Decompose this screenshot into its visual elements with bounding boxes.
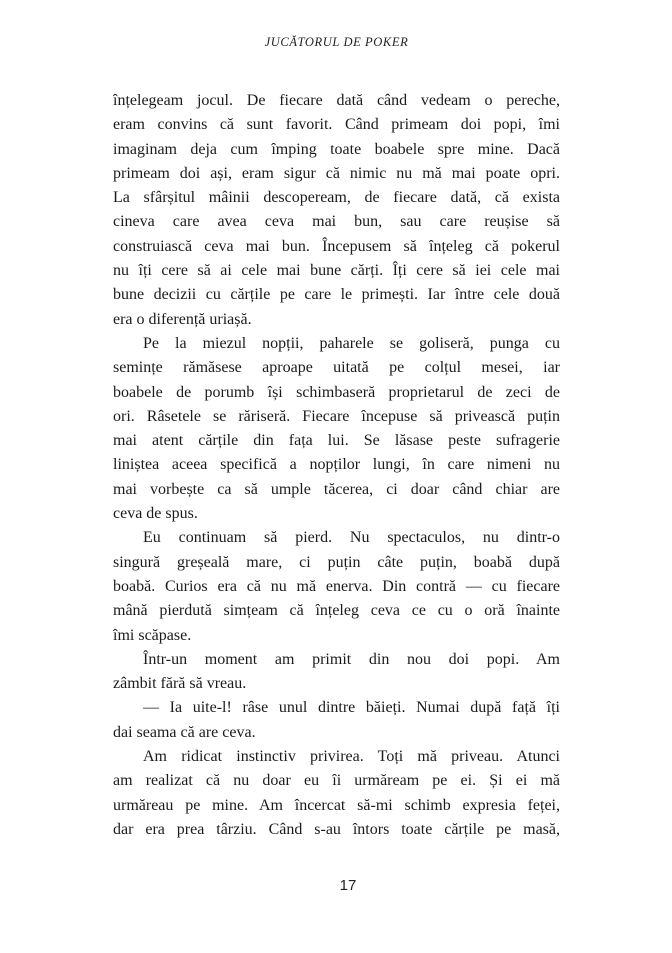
text-line: ceva de spus. <box>113 505 198 523</box>
dialogue-paragraph <box>113 696 560 745</box>
running-title: JUCĂTORUL DE POKER <box>264 35 409 49</box>
text-line: — Ia uite-l! râse unul dintre băieți. Numai după față îți <box>143 699 560 717</box>
text-line: singură greșeală mare, ci puțin câte puțin, boabă după <box>113 553 560 571</box>
text-line: urmăreau pe mine. Am încercat să-mi schimb expresia feței, <box>113 796 560 814</box>
text-line: cineva care avea ceva mai bun, sau care reușise să <box>113 213 560 231</box>
text-line: înțelegeam jocul. De fiecare dată când vedeam o pereche, <box>113 92 560 109</box>
text-line: îmi scăpase. <box>113 626 192 644</box>
paragraph <box>113 89 560 332</box>
text-line: Am ridicat instinctiv privirea. Toți mă priveau. Atunci <box>143 748 560 766</box>
text-line: dar era prea târziu. Când s-au întors toate cărțile pe masă, <box>113 820 560 838</box>
text-line: liniștea aceea specifică a nopților lungi, în care nimeni nu <box>113 456 560 474</box>
text-line: mai atent cărțile din fața lui. Se lăsase peste sufragerie <box>113 432 560 450</box>
text-line: am realizat că nu doar eu îi urmăream pe ei. Și ei mă <box>113 772 560 790</box>
text-line: nu îți cere să ai cele mai bune cărți. Îți cere să iei cele mai <box>113 262 560 280</box>
text-line: era o diferență uriașă. <box>113 310 252 328</box>
paragraph <box>113 526 560 647</box>
text-line: La sfârșitul mâinii descopeream, de fiecare dată, că exista <box>113 189 560 207</box>
text-line: boabele de porumb își schimbaseră proprietarul de zeci de <box>113 383 560 401</box>
text-line: Într-un moment am primit din nou doi popi. Am <box>143 650 560 668</box>
text-line: mână pierdută simțeam că înțeleg ceva ce cu o oră înainte <box>113 602 560 620</box>
text-line: imaginam deja cum împing toate boabele spre mine. Dacă <box>113 140 560 158</box>
text-line: eram convins că sunt favorit. Când primeam doi popi, îmi <box>113 116 560 134</box>
text-line: Eu continuam să pierd. Nu spectaculos, nu dintr-o <box>143 529 560 547</box>
text-line: boabă. Curios era că nu mă enerva. Din contră — cu fiecare <box>113 577 560 595</box>
text-line: mai vorbește ca să umple tăcerea, ci doar când chiar are <box>113 480 560 498</box>
paragraph <box>113 648 560 697</box>
page-number: 17 <box>339 877 357 894</box>
text-line: construiască ceva mai bun. Începusem să înțeleg că pokerul <box>113 237 560 255</box>
paragraph <box>113 745 560 842</box>
text-line: Pe la miezul nopții, paharele se goliseră, punga cu <box>143 334 560 352</box>
text-line: primeam doi ași, eram sigur că nimic nu mă mai poate opri. <box>113 164 560 182</box>
paragraph <box>113 332 560 526</box>
text-line: dai seama că are ceva. <box>113 723 256 741</box>
text-line: semințe rămăsese aproape uitată pe colțul mesei, iar <box>113 359 560 377</box>
text-line: zâmbit fără să vreau. <box>113 675 247 693</box>
text-line: ori. Râsetele se răriseră. Fiecare începuse să privească puțin <box>113 407 560 425</box>
text-line: bune decizii cu cărțile pe care le primești. Iar între cele două <box>113 286 560 304</box>
body-text <box>113 89 560 842</box>
